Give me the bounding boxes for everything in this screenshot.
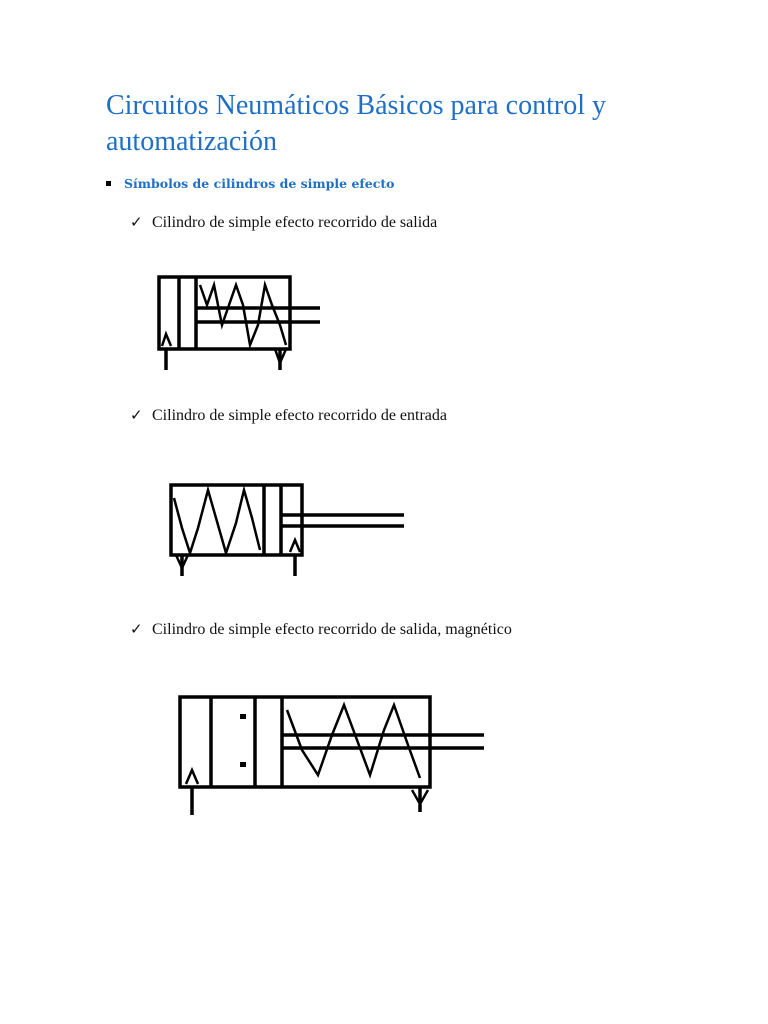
page-title: Circuitos Neumáticos Básicos para control y automatización [106,90,606,157]
check-list-item [130,406,447,425]
section-list-item [106,176,394,191]
single-acting-cylinder-retract-symbol [164,478,414,583]
square-bullet-icon [106,181,111,186]
checkmark-icon: ✓ [130,622,143,638]
check-list-item [130,620,512,639]
single-acting-cylinder-extend-symbol [150,270,330,375]
check-item-label: Cilindro de simple efecto recorrido de entrada [152,406,447,424]
single-acting-cylinder-extend-magnetic-symbol [172,690,492,820]
check-item-label: Cilindro de simple efecto recorrido de salida, magnético [152,620,512,638]
checkmark-icon: ✓ [130,408,143,424]
check-list-item [130,213,437,232]
section-heading: Símbolos de cilindros de simple efecto [124,176,395,191]
check-item-label: Cilindro de simple efecto recorrido de salida [152,213,438,231]
checkmark-icon: ✓ [130,215,143,231]
